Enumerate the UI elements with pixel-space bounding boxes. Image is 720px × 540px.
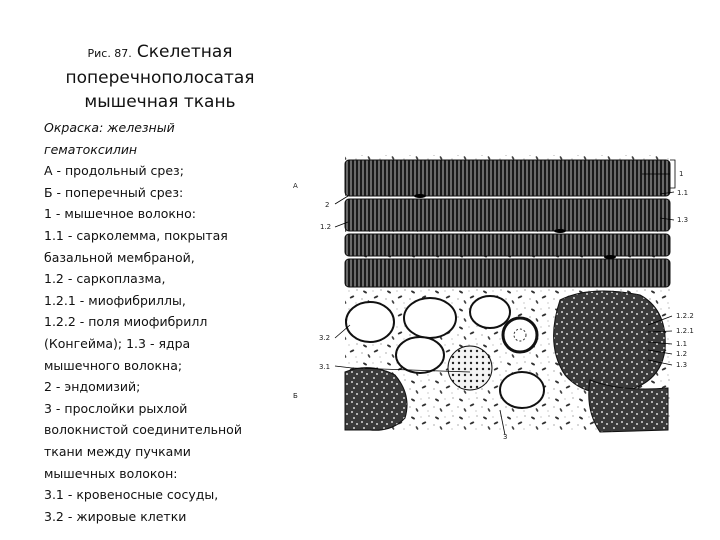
- muscle-fiber: [345, 234, 670, 256]
- legend-line: базальной мембраной,: [44, 249, 195, 265]
- left-label: 3.2: [319, 334, 331, 342]
- legend-line: 3 - прослойки рыхлой: [44, 400, 188, 416]
- legend-line: мышечных волокон:: [44, 465, 178, 481]
- legend-line: ткани между пучками: [44, 443, 191, 459]
- right-label: 1.3: [677, 216, 689, 224]
- legend-line: 1 - мышечное волокно:: [44, 206, 196, 222]
- muscle-fiber: [345, 160, 670, 196]
- blood-vessel-lumen: [514, 329, 526, 341]
- fiber-nucleus: [604, 255, 616, 259]
- figure-title-block: [40, 40, 280, 114]
- right-label: 1.1: [676, 340, 688, 348]
- histology-illustration: [283, 150, 703, 440]
- fiber-nucleus: [414, 194, 426, 198]
- bottom-label: 3: [503, 433, 508, 440]
- figure-title-line-3: мышечная ткань: [84, 92, 236, 112]
- legend-line: мышечного волокна;: [44, 357, 183, 373]
- fat-cell: [404, 298, 456, 338]
- legend-line: 3.1 - кровеносные сосуды,: [44, 487, 219, 503]
- legend-line: А - продольный срез;: [44, 163, 184, 179]
- legend-line: Б - поперечный срез:: [44, 184, 184, 200]
- left-label: 1.2: [320, 223, 332, 231]
- fat-cell: [500, 372, 544, 408]
- legend-line: 1.2.2 - поля миофибрилл: [44, 314, 208, 330]
- legend-line: 1.2.1 - миофибриллы,: [44, 292, 186, 308]
- left-label: 2: [325, 201, 330, 209]
- legend-line: 1.2 - саркоплазма,: [44, 271, 166, 287]
- figure-title-line-1: Скелетная: [136, 42, 233, 62]
- right-label: 1.2.2: [676, 312, 694, 320]
- right-label: 1: [679, 170, 684, 178]
- longitudinal-section: [345, 155, 670, 292]
- section-label-a: А: [293, 182, 298, 190]
- stain-line: Окраска: железный: [44, 120, 175, 135]
- fat-cell: [396, 337, 444, 373]
- figure-title-line-2: поперечнополосатая: [65, 68, 255, 88]
- fiber-nucleus: [554, 229, 566, 233]
- legend-line: 3.2 - жировые клетки: [44, 508, 187, 524]
- muscle-fiber-cross-section: [448, 346, 492, 390]
- cross-section: [345, 291, 670, 432]
- right-label: 1.2.1: [676, 327, 694, 335]
- muscle-fiber: [345, 259, 670, 287]
- legend-line: 1.1 - сарколемма, покрытая: [44, 227, 228, 243]
- left-label: 3.1: [319, 363, 331, 371]
- legend-line: 2 - эндомизий;: [44, 379, 141, 395]
- fat-cell: [346, 302, 394, 342]
- stain-line: гематоксилин: [44, 141, 138, 157]
- right-label: 1.1: [677, 189, 689, 197]
- fat-cell: [470, 296, 510, 328]
- right-label: 1.3: [676, 361, 688, 369]
- figure-caption: [44, 117, 264, 527]
- muscle-fiber: [345, 199, 670, 231]
- section-label-b: Б: [293, 392, 298, 400]
- right-label: 1.2: [676, 350, 688, 358]
- figure-number: Рис. 87.: [87, 47, 132, 60]
- legend-line: волокнистой соединительной: [44, 422, 242, 438]
- legend-line: (Конгейма); 1.3 - ядра: [44, 335, 191, 351]
